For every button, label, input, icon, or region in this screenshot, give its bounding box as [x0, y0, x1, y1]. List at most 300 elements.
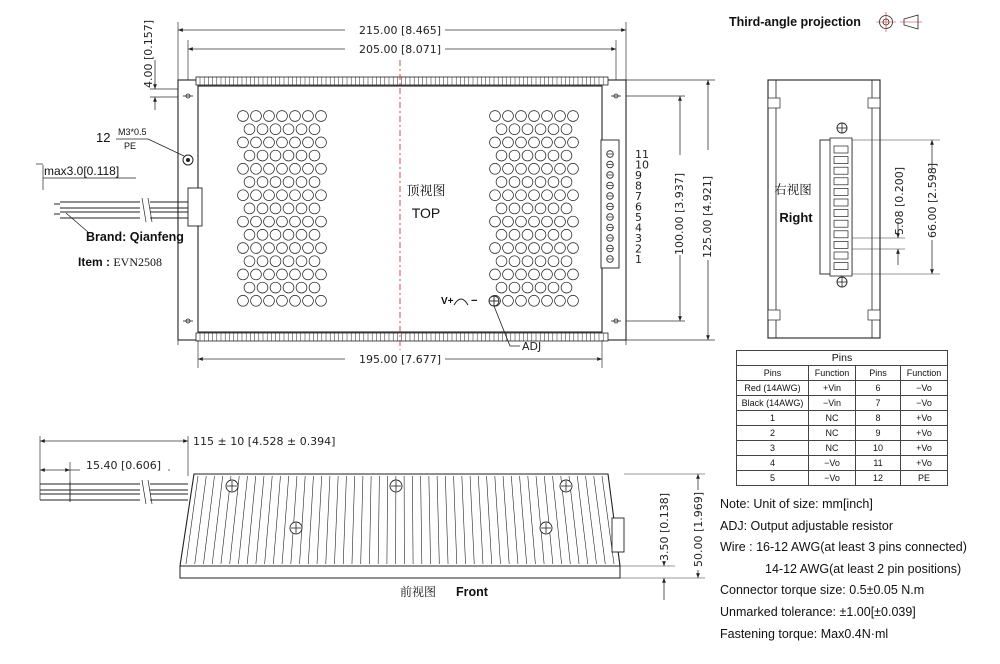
vent-hole	[516, 163, 527, 174]
dim-front-height: 50.00 [1.969]	[692, 491, 705, 567]
table-cell: 1	[737, 411, 809, 426]
table-cell: NC	[809, 441, 856, 456]
vent-hole	[316, 137, 327, 148]
vent-hole	[516, 216, 527, 227]
vent-hole	[238, 216, 249, 227]
vent-hole	[238, 269, 249, 280]
table-cell: 8	[856, 411, 901, 426]
right-view	[768, 80, 940, 338]
vent-hole	[316, 163, 327, 174]
dim-strip-length: 15.40 [0.606]	[86, 459, 162, 472]
vent-hole	[270, 124, 281, 135]
vent-hole	[555, 163, 566, 174]
vent-hole	[257, 177, 268, 188]
vent-hole	[296, 124, 307, 135]
front-view-title-cn: 前视图	[400, 585, 437, 599]
vent-hole	[490, 163, 501, 174]
vent-hole	[490, 137, 501, 148]
vent-hole	[290, 243, 301, 254]
right-view-title-cn: 右视图	[774, 183, 812, 197]
pin-number: 1	[635, 253, 642, 266]
vent-hole	[316, 216, 327, 227]
table-row	[737, 426, 948, 441]
vent-hole	[283, 256, 294, 267]
vent-hole	[257, 282, 268, 293]
adj-symbol-left: V+	[441, 296, 454, 307]
vent-hole	[296, 229, 307, 240]
connector-pin	[834, 231, 848, 238]
vent-hole	[244, 150, 255, 161]
pin-number: 5	[635, 211, 642, 224]
vent-hole	[296, 177, 307, 188]
vent-hole	[535, 282, 546, 293]
vent-hole	[548, 256, 559, 267]
note-line: ADJ: Output adjustable resistor	[720, 518, 893, 533]
vent-hole	[303, 243, 314, 254]
vent-hole	[548, 282, 559, 293]
table-cell: −Vo	[809, 471, 856, 486]
table-cell: −Vo	[901, 381, 948, 396]
table-cell: +Vo	[901, 441, 948, 456]
vent-hole	[535, 229, 546, 240]
connector-pin	[834, 146, 848, 153]
vent-hole	[264, 163, 275, 174]
vent-hole	[561, 150, 572, 161]
vent-hole	[303, 111, 314, 122]
vent-hole	[296, 150, 307, 161]
vent-hole	[529, 243, 540, 254]
vent-hole	[535, 203, 546, 214]
vent-hole	[542, 163, 553, 174]
vent-hole	[309, 177, 320, 188]
vent-hole	[535, 177, 546, 188]
third-angle-projection-icon	[876, 12, 922, 32]
pin-number: 3	[635, 232, 642, 245]
right-screw-top-icon	[837, 123, 847, 133]
vent-hole	[296, 282, 307, 293]
vent-hole	[509, 256, 520, 267]
vent-hole	[257, 229, 268, 240]
vent-hole	[568, 216, 579, 227]
vent-hole	[277, 190, 288, 201]
vent-hole	[257, 150, 268, 161]
table-cell: −Vo	[901, 396, 948, 411]
pins-header: Pins	[856, 366, 901, 381]
vent-hole	[503, 163, 514, 174]
top-view	[36, 20, 715, 368]
vent-hole	[522, 282, 533, 293]
pin-number-list	[635, 148, 649, 266]
table-cell: +Vo	[901, 411, 948, 426]
pe-number: 12	[96, 130, 111, 145]
pin-number: 8	[635, 179, 642, 193]
vent-hole	[238, 137, 249, 148]
pins-header: Pins	[737, 366, 809, 381]
vent-hole	[283, 203, 294, 214]
pin-number: 7	[635, 190, 642, 203]
vent-hole	[290, 269, 301, 280]
vent-hole	[496, 282, 507, 293]
table-cell: 7	[856, 396, 901, 411]
vent-hole	[316, 190, 327, 201]
vent-hole	[548, 229, 559, 240]
note-line: Connector torque size: 0.5±0.05 N.m	[720, 583, 925, 598]
pe-label: PE	[124, 141, 137, 151]
vent-hole	[490, 269, 501, 280]
table-row	[737, 456, 948, 471]
table-cell: NC	[809, 426, 856, 441]
pin-number: 4	[635, 221, 642, 235]
pin-number: 2	[635, 242, 642, 256]
table-row	[737, 471, 948, 486]
vent-hole	[516, 111, 527, 122]
vent-hole	[264, 295, 275, 306]
dim-edge-offset: 4.00 [0.157]	[142, 19, 155, 88]
table-cell: NC	[809, 411, 856, 426]
vent-hole	[529, 163, 540, 174]
connector-pin	[834, 157, 848, 164]
table-cell: 9	[856, 426, 901, 441]
dim-right-height: 66.00 [2.598]	[926, 162, 939, 238]
vent-hole	[270, 282, 281, 293]
pins-table-title: Pins	[737, 351, 948, 366]
vent-hole	[568, 137, 579, 148]
vent-hole	[516, 190, 527, 201]
vent-hole	[309, 203, 320, 214]
connector-pin	[834, 199, 848, 206]
right-view-title-en: Right	[779, 210, 813, 225]
front-base	[180, 566, 620, 578]
vent-hole	[257, 203, 268, 214]
note-line: 14-12 AWG(at least 2 pin positions)	[765, 561, 962, 576]
front-terminal	[612, 518, 624, 552]
brand-label: Brand: Qianfeng	[86, 230, 184, 244]
vent-hole	[496, 150, 507, 161]
vent-hole	[568, 190, 579, 201]
vent-hole	[251, 243, 262, 254]
vent-hole	[277, 163, 288, 174]
vent-hole	[490, 216, 501, 227]
vent-hole	[244, 177, 255, 188]
top-view-title-en: TOP	[411, 205, 441, 221]
vent-hole	[277, 137, 288, 148]
vent-hole	[535, 256, 546, 267]
connector-pin	[834, 178, 848, 185]
vent-hole	[561, 256, 572, 267]
connector-pin	[834, 263, 848, 270]
vent-hole	[529, 111, 540, 122]
vent-hole	[555, 137, 566, 148]
note-line: Wire : 16-12 AWG(at least 3 pins connected)	[720, 540, 967, 555]
vent-hole	[555, 216, 566, 227]
pe-thread: M3*0.5	[118, 127, 147, 137]
vent-hole	[251, 295, 262, 306]
vent-hole	[529, 137, 540, 148]
vent-hole	[238, 295, 249, 306]
table-cell: 4	[737, 456, 809, 471]
vent-hole	[529, 295, 540, 306]
table-cell: 10	[856, 441, 901, 456]
vent-hole	[244, 124, 255, 135]
vent-hole	[290, 163, 301, 174]
vent-hole	[257, 256, 268, 267]
vent-hole	[309, 256, 320, 267]
vent-hole	[503, 243, 514, 254]
vent-hole	[496, 256, 507, 267]
top-view-title-cn: 顶视图	[406, 183, 446, 198]
vent-hole	[316, 269, 327, 280]
vent-hole	[283, 282, 294, 293]
table-cell: −Vin	[809, 396, 856, 411]
vent-hole	[244, 256, 255, 267]
vent-hole	[264, 137, 275, 148]
item-label: Item : EVN2508	[78, 255, 163, 269]
vent-hole	[542, 269, 553, 280]
vent-hole	[238, 111, 249, 122]
vent-hole	[238, 190, 249, 201]
vent-hole	[568, 269, 579, 280]
vent-hole	[555, 243, 566, 254]
vent-hole	[522, 150, 533, 161]
pin-number: 9	[635, 169, 642, 182]
vent-hole	[509, 177, 520, 188]
table-row	[737, 381, 948, 396]
vent-hole	[283, 229, 294, 240]
vent-hole	[535, 150, 546, 161]
table-cell: +Vo	[901, 426, 948, 441]
vent-hole	[303, 137, 314, 148]
pe-screw-icon	[183, 155, 193, 165]
vent-hole	[522, 124, 533, 135]
vent-hole	[270, 150, 281, 161]
vent-hole	[264, 190, 275, 201]
adj-label: ADJ	[522, 340, 542, 353]
dim-cable-length: 115 ± 10 [4.528 ± 0.394]	[193, 435, 336, 448]
vent-hole	[542, 137, 553, 148]
table-cell: 6	[856, 381, 901, 396]
projection-label: Third-angle projection	[729, 15, 861, 29]
table-cell: PE	[901, 471, 948, 486]
vent-hole	[496, 229, 507, 240]
vent-hole	[509, 203, 520, 214]
notes	[720, 494, 967, 645]
vent-hole	[496, 203, 507, 214]
vent-hole	[264, 269, 275, 280]
vent-hole	[264, 111, 275, 122]
projection-legend	[729, 12, 922, 32]
vent-hole	[270, 203, 281, 214]
dim-front-foot: 3.50 [0.138]	[658, 492, 671, 561]
vent-hole	[555, 190, 566, 201]
vent-hole	[238, 243, 249, 254]
pin-number: 6	[635, 200, 642, 214]
vent-hole	[490, 111, 501, 122]
vent-hole	[555, 269, 566, 280]
vent-hole	[522, 256, 533, 267]
vent-hole	[542, 190, 553, 201]
vent-hole	[568, 243, 579, 254]
table-row	[737, 411, 948, 426]
table-row	[737, 396, 948, 411]
dim-mount-width: 205.00 [8.071]	[358, 43, 442, 56]
vent-hole	[548, 150, 559, 161]
vent-hole	[542, 243, 553, 254]
vent-hole	[529, 190, 540, 201]
vent-hole	[561, 282, 572, 293]
front-cable	[40, 480, 188, 504]
dim-overall-height: 125.00 [4.921]	[701, 175, 714, 258]
dim-overall-width: 215.00 [8.465]	[358, 24, 442, 37]
vent-hole	[264, 216, 275, 227]
vent-hole	[270, 229, 281, 240]
vent-hole	[244, 229, 255, 240]
vent-hole	[251, 190, 262, 201]
vent-hole	[503, 295, 514, 306]
vent-hole	[251, 137, 262, 148]
connector-pin	[834, 188, 848, 195]
note-line: Fastening torque: Max0.4N·ml	[720, 626, 889, 641]
vent-hole	[316, 295, 327, 306]
vent-hole	[277, 216, 288, 227]
vent-hole	[516, 243, 527, 254]
vent-hole	[316, 111, 327, 122]
vent-hole	[309, 282, 320, 293]
dim-body-width: 195.00 [7.677]	[358, 353, 442, 366]
vent-hole	[296, 256, 307, 267]
vent-hole	[309, 150, 320, 161]
vent-hole	[251, 216, 262, 227]
vent-hole	[503, 269, 514, 280]
front-view	[40, 435, 706, 600]
vent-hole	[264, 243, 275, 254]
connector-pin	[834, 167, 848, 174]
vent-hole	[290, 137, 301, 148]
vent-hole	[277, 243, 288, 254]
vent-hole	[490, 243, 501, 254]
pins-table	[736, 350, 948, 486]
note-line: Unmarked tolerance: ±1.00[±0.039]	[720, 604, 916, 619]
vent-hole	[561, 177, 572, 188]
vent-hole	[522, 203, 533, 214]
vent-hole	[244, 282, 255, 293]
vent-hole	[303, 269, 314, 280]
table-cell: Black (14AWG)	[737, 396, 809, 411]
vent-hole	[496, 124, 507, 135]
vent-hole	[251, 269, 262, 280]
vent-hole	[290, 295, 301, 306]
vent-hole	[568, 295, 579, 306]
right-screw-bottom-icon	[837, 277, 847, 287]
vent-hole	[283, 124, 294, 135]
vent-hole	[496, 177, 507, 188]
vent-hole	[238, 163, 249, 174]
cable-max-label: max3.0[0.118]	[44, 164, 120, 178]
function-header: Function	[901, 366, 948, 381]
vent-hole	[542, 111, 553, 122]
vent-hole	[555, 111, 566, 122]
vent-hole	[244, 203, 255, 214]
vent-hole	[316, 243, 327, 254]
table-cell: 5	[737, 471, 809, 486]
vent-hole	[509, 229, 520, 240]
vent-hole	[290, 190, 301, 201]
vent-hole	[509, 150, 520, 161]
vent-hole	[303, 190, 314, 201]
table-row	[737, 441, 948, 456]
vent-hole	[309, 124, 320, 135]
vent-hole	[509, 124, 520, 135]
vent-hole	[303, 216, 314, 227]
vent-hole	[548, 203, 559, 214]
vent-hole	[548, 124, 559, 135]
vent-hole	[561, 229, 572, 240]
vent-hole	[290, 216, 301, 227]
dim-mount-height: 100.00 [3.937]	[673, 172, 686, 255]
vent-hole	[548, 177, 559, 188]
connector-pin	[834, 252, 848, 259]
vent-hole	[303, 295, 314, 306]
pin-number: 11	[635, 148, 649, 161]
vent-hole	[529, 216, 540, 227]
vent-hole	[516, 137, 527, 148]
vent-hole	[277, 269, 288, 280]
vent-hole	[561, 124, 572, 135]
adj-screw-icon	[489, 296, 499, 306]
vent-hole	[529, 269, 540, 280]
vent-hole	[309, 229, 320, 240]
vent-hole	[283, 177, 294, 188]
vent-hole	[277, 295, 288, 306]
vent-hole	[277, 111, 288, 122]
connector-pin	[834, 220, 848, 227]
table-cell: −Vo	[809, 456, 856, 471]
vent-hole	[503, 111, 514, 122]
table-cell: 12	[856, 471, 901, 486]
pin-number: 10	[635, 158, 649, 172]
vent-hole	[561, 203, 572, 214]
vent-hole	[251, 111, 262, 122]
vent-hole	[522, 177, 533, 188]
vent-hole	[516, 269, 527, 280]
table-cell: +Vin	[809, 381, 856, 396]
front-view-title-en: Front	[456, 585, 488, 599]
adj-symbol-right: −	[471, 295, 478, 307]
vent-hole	[516, 295, 527, 306]
vent-hole	[257, 124, 268, 135]
vent-hole	[509, 282, 520, 293]
table-cell: 11	[856, 456, 901, 471]
function-header: Function	[809, 366, 856, 381]
vent-hole	[296, 203, 307, 214]
vent-hole	[270, 256, 281, 267]
table-cell: 2	[737, 426, 809, 441]
vent-hole	[251, 163, 262, 174]
vent-hole	[542, 295, 553, 306]
vent-hole	[283, 150, 294, 161]
connector-pin	[834, 241, 848, 248]
connector-pin	[834, 210, 848, 217]
vent-hole	[503, 190, 514, 201]
vent-hole	[290, 111, 301, 122]
table-cell: Red (14AWG)	[737, 381, 809, 396]
vent-hole	[555, 295, 566, 306]
vent-hole	[270, 177, 281, 188]
table-cell: +Vo	[901, 456, 948, 471]
vent-hole	[522, 229, 533, 240]
vent-hole	[503, 216, 514, 227]
vent-hole	[542, 216, 553, 227]
vent-hole	[303, 163, 314, 174]
